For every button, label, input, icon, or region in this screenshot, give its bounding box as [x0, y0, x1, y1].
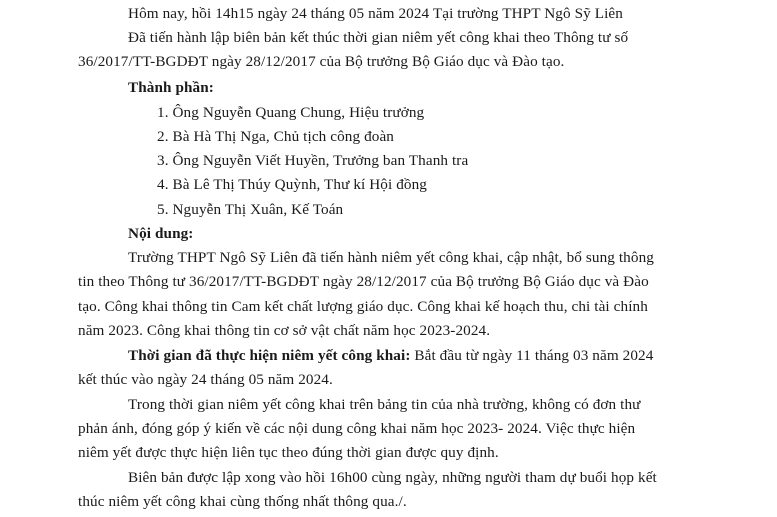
content-heading: Nội dung: [128, 225, 194, 242]
period-label: Thời gian đã thực hiện niêm yết công khai: [128, 347, 411, 364]
member-item-3: 3. Ông Nguyễn Viết Huyền, Trưởng ban Thanh tra [157, 152, 469, 169]
closing-line-2: thúc niêm yết công khai cùng thống nhất thông qua./. [78, 493, 407, 510]
member-item-4: 4. Bà Lê Thị Thúy Quỳnh, Thư kí Hội đồng [157, 176, 427, 193]
content-line-4: năm 2023. Công khai thông tin cơ sở vật chất năm học 2023-2024. [78, 322, 491, 339]
observation-line-2: phản ánh, đóng góp ý kiến về các nội dung công khai năm học 2023- 2024. Việc thực hiện [78, 420, 636, 437]
observation-line-3: niêm yết được thực hiện liên tục theo đúng thời gian được quy định. [78, 444, 499, 461]
member-item-1: 1. Ông Nguyễn Quang Chung, Hiệu trưởng [157, 104, 425, 121]
date-location-line: Hôm nay, hồi 14h15 ngày 24 tháng 05 năm 2024 Tại trường THPT Ngô Sỹ Liên [128, 5, 623, 22]
intro-paragraph-line-2: 36/2017/TT-BGDĐT ngày 28/12/2017 của Bộ trưởng Bộ Giáo dục và Đào tạo. [78, 53, 565, 70]
period-line-2: kết thúc vào ngày 24 tháng 05 năm 2024. [78, 371, 333, 388]
intro-paragraph-line-1: Đã tiến hành lập biên bản kết thúc thời gian niêm yết công khai theo Thông tư số [128, 29, 629, 46]
period-start-text: Bắt đầu từ ngày 11 tháng 03 năm 2024 [410, 347, 654, 364]
member-item-2: 2. Bà Hà Thị Nga, Chủ tịch công đoàn [157, 128, 394, 145]
members-heading: Thành phần: [128, 79, 214, 96]
observation-line-1: Trong thời gian niêm yết công khai trên bảng tin của nhà trường, không có đơn thư [128, 396, 641, 413]
content-line-3: tạo. Công khai thông tin Cam kết chất lượng giáo dục. Công khai kế hoạch thu, chi tài chính [78, 298, 648, 315]
content-line-1: Trường THPT Ngô Sỹ Liên đã tiến hành niêm yết công khai, cập nhật, bổ sung thông [128, 249, 654, 266]
period-line-1 [128, 344, 653, 369]
member-item-5: 5. Nguyễn Thị Xuân, Kế Toán [157, 201, 344, 218]
content-line-2: tin theo Thông tư 36/2017/TT-BGDĐT ngày 28/12/2017 của Bộ trưởng Bộ Giáo dục và Đào [78, 273, 649, 290]
closing-line-1: Biên bản được lập xong vào hồi 16h00 cùng ngày, những người tham dự buổi họp kết [128, 469, 657, 486]
